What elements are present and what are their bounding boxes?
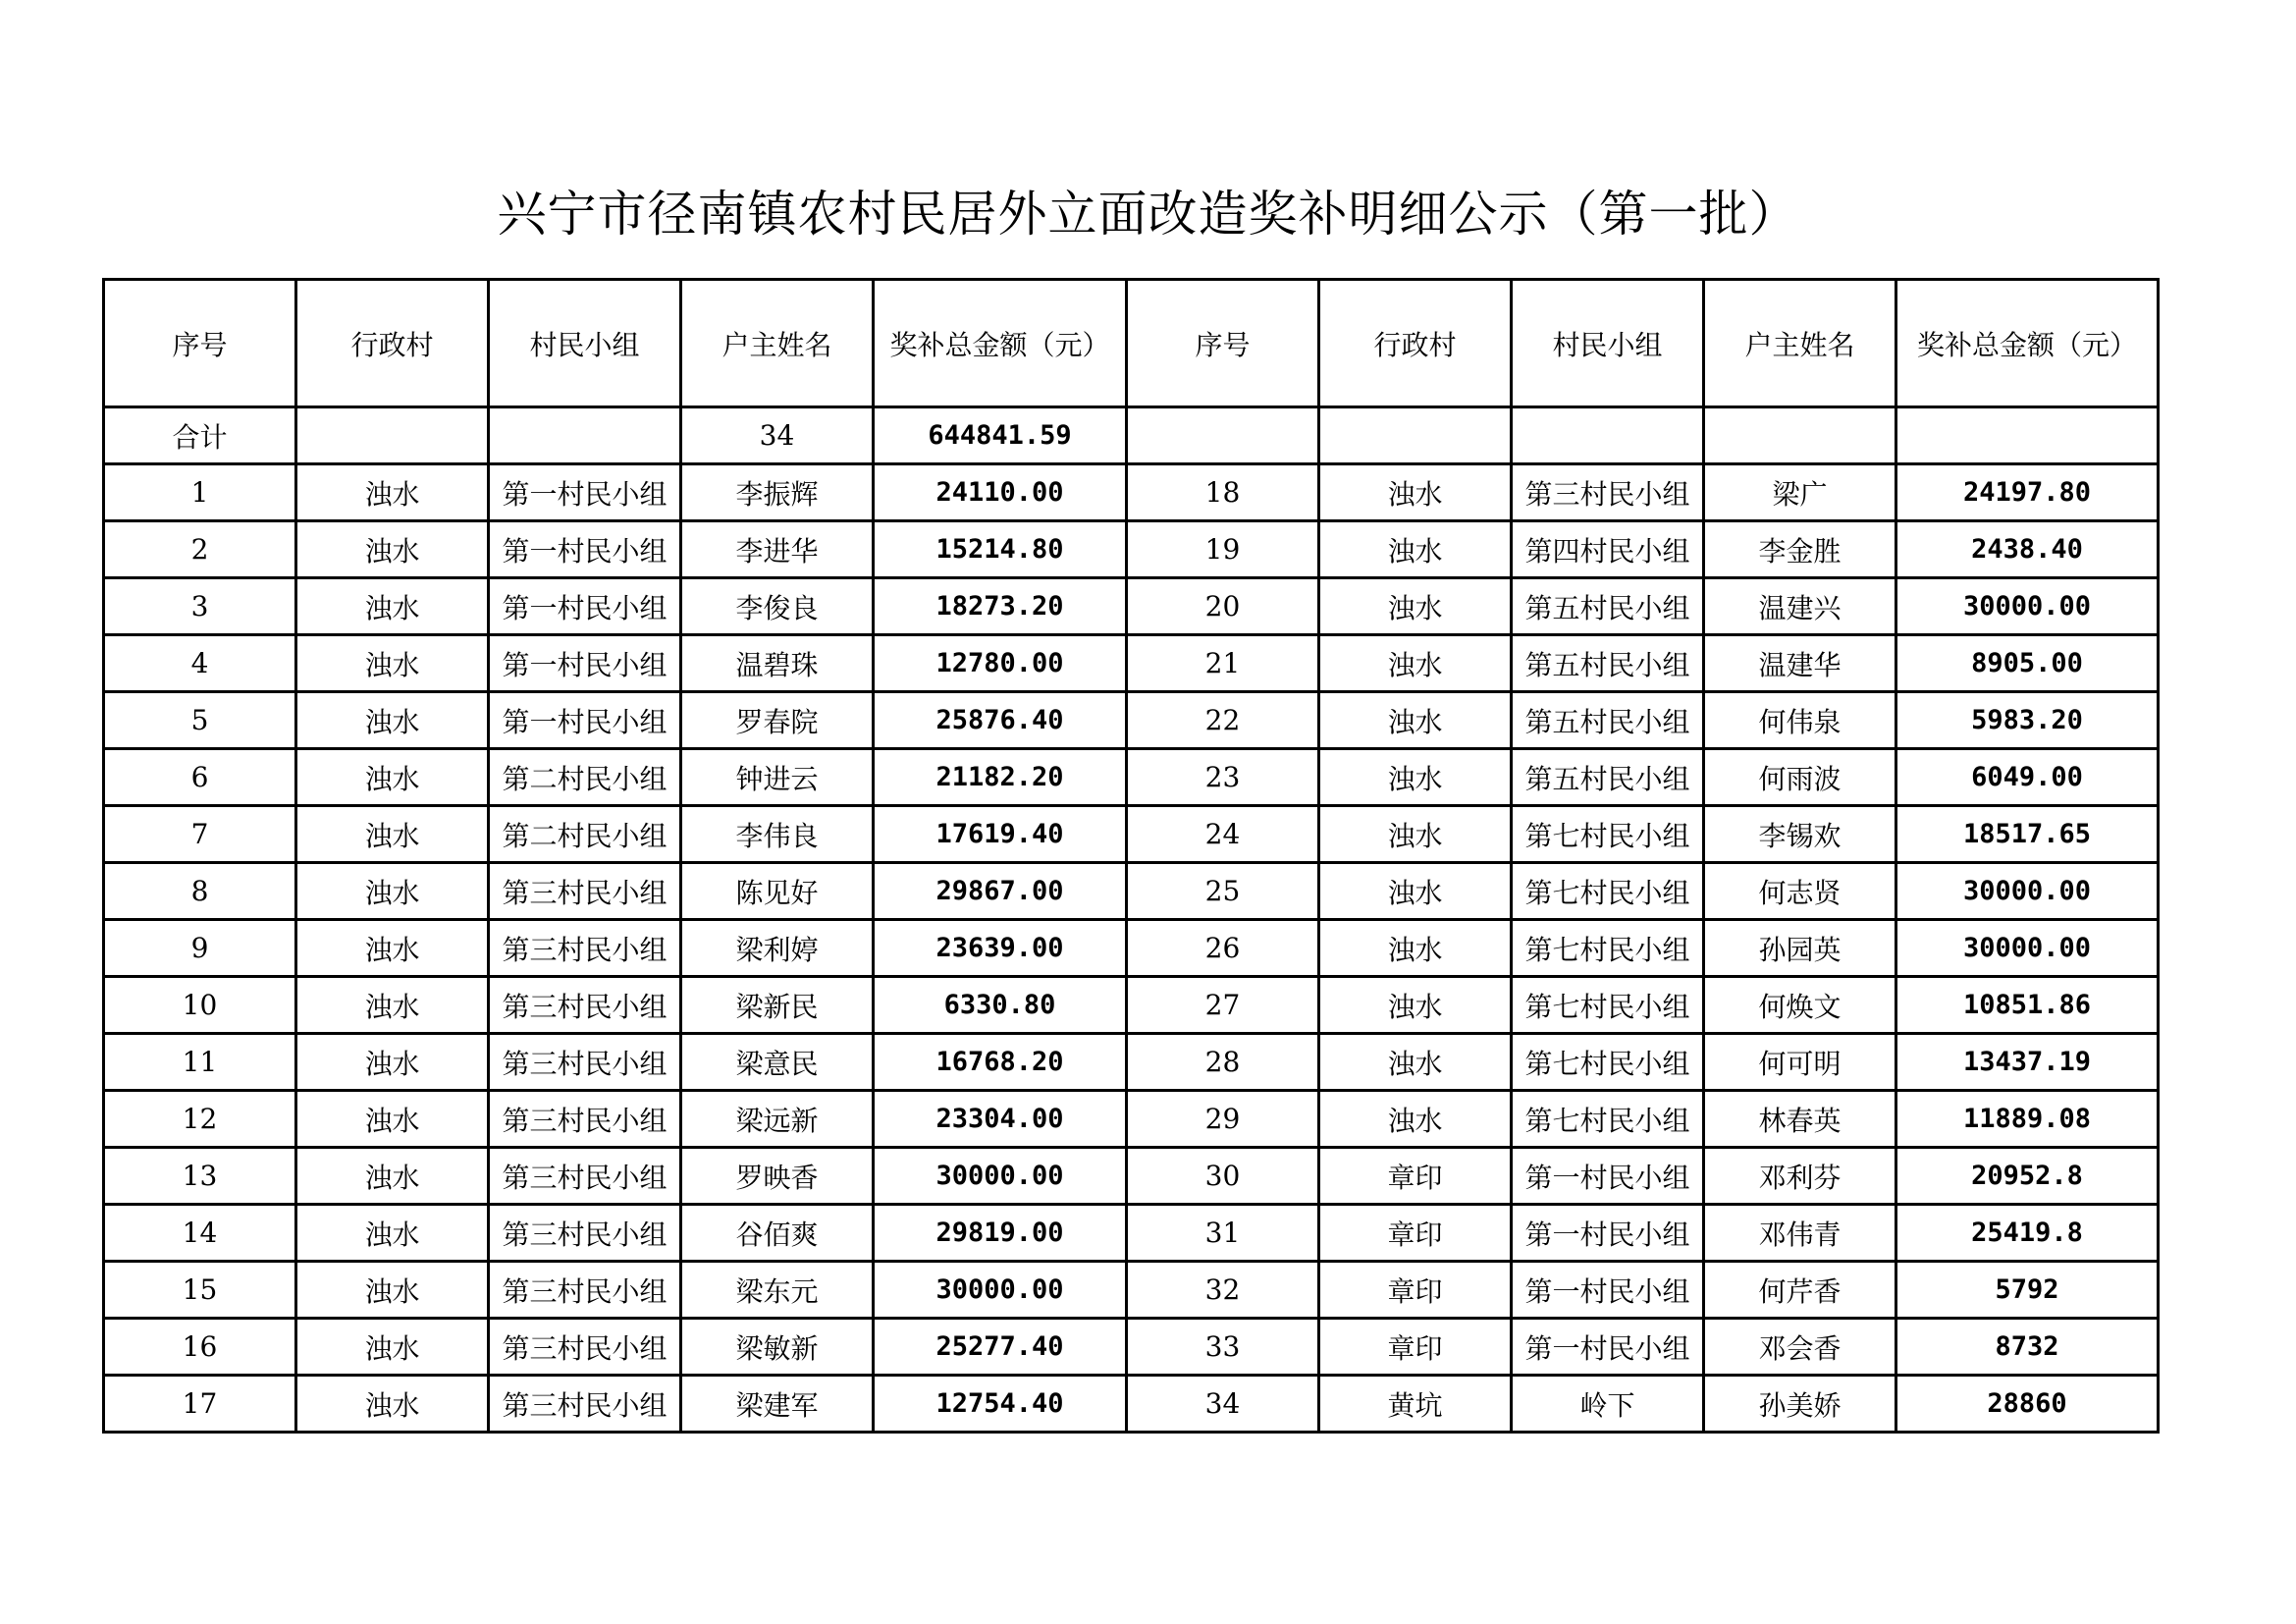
group-cell: 第三村民小组 (489, 920, 681, 977)
amount-cell: 17619.40 (874, 806, 1127, 863)
village-cell: 浊水 (296, 464, 489, 521)
amount-cell: 30000.00 (1896, 863, 2159, 920)
seq-cell: 24 (1127, 806, 1319, 863)
group-cell: 第五村民小组 (1512, 635, 1704, 692)
total-row (104, 407, 2159, 464)
table-row (104, 1148, 2159, 1205)
page-title: 兴宁市径南镇农村民居外立面改造奖补明细公示（第一批） (497, 186, 1799, 243)
householder-cell: 梁利婷 (681, 920, 874, 977)
group-cell: 第三村民小组 (489, 863, 681, 920)
header-cell: 奖补总金额（元） (1896, 280, 2159, 407)
table-row (104, 692, 2159, 749)
amount-cell: 29819.00 (874, 1205, 1127, 1262)
seq-cell: 3 (104, 578, 296, 635)
empty-cell (1319, 407, 1512, 464)
amount-cell: 15214.80 (874, 521, 1127, 578)
table-row (104, 578, 2159, 635)
seq-cell: 22 (1127, 692, 1319, 749)
village-cell: 浊水 (296, 1262, 489, 1319)
amount-cell: 18517.65 (1896, 806, 2159, 863)
seq-cell: 7 (104, 806, 296, 863)
header-cell: 村民小组 (1512, 280, 1704, 407)
village-cell: 浊水 (296, 1319, 489, 1376)
village-cell: 黄坑 (1319, 1376, 1512, 1433)
empty-cell (1704, 407, 1896, 464)
amount-cell: 10851.86 (1896, 977, 2159, 1034)
empty-cell (296, 407, 489, 464)
seq-cell: 30 (1127, 1148, 1319, 1205)
table-row (104, 920, 2159, 977)
group-cell: 第一村民小组 (489, 635, 681, 692)
group-cell: 第三村民小组 (489, 1319, 681, 1376)
header-cell: 序号 (104, 280, 296, 407)
amount-cell: 29867.00 (874, 863, 1127, 920)
village-cell: 浊水 (296, 692, 489, 749)
amount-cell: 13437.19 (1896, 1034, 2159, 1091)
group-cell: 第四村民小组 (1512, 521, 1704, 578)
group-cell: 第七村民小组 (1512, 920, 1704, 977)
group-cell: 第三村民小组 (1512, 464, 1704, 521)
seq-cell: 32 (1127, 1262, 1319, 1319)
seq-cell: 14 (104, 1205, 296, 1262)
amount-cell: 5792 (1896, 1262, 2159, 1319)
village-cell: 浊水 (296, 977, 489, 1034)
seq-cell: 29 (1127, 1091, 1319, 1148)
seq-cell: 1 (104, 464, 296, 521)
total-label: 合计 (104, 407, 296, 464)
village-cell: 浊水 (296, 1148, 489, 1205)
header-cell: 行政村 (1319, 280, 1512, 407)
village-cell: 浊水 (1319, 578, 1512, 635)
subsidy-table (102, 278, 2160, 1434)
amount-cell: 30000.00 (874, 1262, 1127, 1319)
village-cell: 浊水 (1319, 749, 1512, 806)
table-row (104, 977, 2159, 1034)
group-cell: 岭下 (1512, 1376, 1704, 1433)
seq-cell: 21 (1127, 635, 1319, 692)
village-cell: 浊水 (296, 578, 489, 635)
village-cell: 浊水 (296, 920, 489, 977)
householder-cell: 温建华 (1704, 635, 1896, 692)
seq-cell: 9 (104, 920, 296, 977)
amount-cell: 8905.00 (1896, 635, 2159, 692)
village-cell: 浊水 (296, 1091, 489, 1148)
group-cell: 第一村民小组 (1512, 1205, 1704, 1262)
householder-cell: 何芹香 (1704, 1262, 1896, 1319)
seq-cell: 2 (104, 521, 296, 578)
householder-cell: 李俊良 (681, 578, 874, 635)
amount-cell: 23639.00 (874, 920, 1127, 977)
total-count: 34 (681, 407, 874, 464)
village-cell: 浊水 (1319, 1091, 1512, 1148)
householder-cell: 邓伟青 (1704, 1205, 1896, 1262)
householder-cell: 陈见好 (681, 863, 874, 920)
amount-cell: 30000.00 (1896, 578, 2159, 635)
seq-cell: 33 (1127, 1319, 1319, 1376)
householder-cell: 梁东元 (681, 1262, 874, 1319)
amount-cell: 5983.20 (1896, 692, 2159, 749)
village-cell: 浊水 (296, 749, 489, 806)
header-row (104, 280, 2159, 407)
village-cell: 浊水 (1319, 521, 1512, 578)
empty-cell (1896, 407, 2159, 464)
group-cell: 第二村民小组 (489, 806, 681, 863)
table-row (104, 464, 2159, 521)
group-cell: 第一村民小组 (489, 692, 681, 749)
householder-cell: 邓利芬 (1704, 1148, 1896, 1205)
group-cell: 第一村民小组 (489, 464, 681, 521)
group-cell: 第五村民小组 (1512, 578, 1704, 635)
householder-cell: 梁远新 (681, 1091, 874, 1148)
amount-cell: 23304.00 (874, 1091, 1127, 1148)
householder-cell: 梁新民 (681, 977, 874, 1034)
seq-cell: 11 (104, 1034, 296, 1091)
village-cell: 浊水 (1319, 692, 1512, 749)
village-cell: 浊水 (296, 1205, 489, 1262)
empty-cell (1512, 407, 1704, 464)
total-amount: 644841.59 (874, 407, 1127, 464)
header-cell: 序号 (1127, 280, 1319, 407)
header-cell: 户主姓名 (1704, 280, 1896, 407)
seq-cell: 34 (1127, 1376, 1319, 1433)
seq-cell: 4 (104, 635, 296, 692)
householder-cell: 李振辉 (681, 464, 874, 521)
group-cell: 第三村民小组 (489, 1262, 681, 1319)
householder-cell: 罗映香 (681, 1148, 874, 1205)
header-cell: 村民小组 (489, 280, 681, 407)
amount-cell: 25876.40 (874, 692, 1127, 749)
group-cell: 第三村民小组 (489, 1205, 681, 1262)
seq-cell: 18 (1127, 464, 1319, 521)
amount-cell: 12780.00 (874, 635, 1127, 692)
amount-cell: 2438.40 (1896, 521, 2159, 578)
table-row (104, 1205, 2159, 1262)
table-row (104, 521, 2159, 578)
householder-cell: 李进华 (681, 521, 874, 578)
amount-cell: 12754.40 (874, 1376, 1127, 1433)
group-cell: 第五村民小组 (1512, 692, 1704, 749)
village-cell: 浊水 (1319, 1034, 1512, 1091)
group-cell: 第三村民小组 (489, 1376, 681, 1433)
seq-cell: 26 (1127, 920, 1319, 977)
householder-cell: 李锡欢 (1704, 806, 1896, 863)
group-cell: 第七村民小组 (1512, 863, 1704, 920)
group-cell: 第一村民小组 (489, 578, 681, 635)
village-cell: 章印 (1319, 1205, 1512, 1262)
group-cell: 第三村民小组 (489, 1148, 681, 1205)
header-cell: 奖补总金额（元） (874, 280, 1127, 407)
householder-cell: 罗春院 (681, 692, 874, 749)
group-cell: 第三村民小组 (489, 977, 681, 1034)
seq-cell: 23 (1127, 749, 1319, 806)
group-cell: 第七村民小组 (1512, 806, 1704, 863)
seq-cell: 17 (104, 1376, 296, 1433)
group-cell: 第七村民小组 (1512, 1034, 1704, 1091)
amount-cell: 28860 (1896, 1376, 2159, 1433)
table-row (104, 1262, 2159, 1319)
table-row (104, 1091, 2159, 1148)
seq-cell: 27 (1127, 977, 1319, 1034)
village-cell: 章印 (1319, 1148, 1512, 1205)
table-row (104, 749, 2159, 806)
amount-cell: 11889.08 (1896, 1091, 2159, 1148)
village-cell: 章印 (1319, 1262, 1512, 1319)
householder-cell: 邓会香 (1704, 1319, 1896, 1376)
village-cell: 浊水 (296, 1034, 489, 1091)
header-cell: 户主姓名 (681, 280, 874, 407)
village-cell: 浊水 (296, 863, 489, 920)
amount-cell: 24197.80 (1896, 464, 2159, 521)
householder-cell: 孙园英 (1704, 920, 1896, 977)
householder-cell: 李金胜 (1704, 521, 1896, 578)
village-cell: 浊水 (1319, 464, 1512, 521)
householder-cell: 梁广 (1704, 464, 1896, 521)
header-cell: 行政村 (296, 280, 489, 407)
village-cell: 浊水 (296, 1376, 489, 1433)
amount-cell: 21182.20 (874, 749, 1127, 806)
village-cell: 浊水 (1319, 635, 1512, 692)
amount-cell: 25419.8 (1896, 1205, 2159, 1262)
amount-cell: 20952.8 (1896, 1148, 2159, 1205)
seq-cell: 15 (104, 1262, 296, 1319)
seq-cell: 8 (104, 863, 296, 920)
seq-cell: 6 (104, 749, 296, 806)
village-cell: 浊水 (296, 806, 489, 863)
seq-cell: 20 (1127, 578, 1319, 635)
amount-cell: 18273.20 (874, 578, 1127, 635)
group-cell: 第一村民小组 (1512, 1262, 1704, 1319)
table-row (104, 1376, 2159, 1433)
householder-cell: 何志贤 (1704, 863, 1896, 920)
group-cell: 第一村民小组 (489, 521, 681, 578)
householder-cell: 何可明 (1704, 1034, 1896, 1091)
householder-cell: 谷佰爽 (681, 1205, 874, 1262)
amount-cell: 30000.00 (1896, 920, 2159, 977)
village-cell: 浊水 (296, 521, 489, 578)
seq-cell: 13 (104, 1148, 296, 1205)
seq-cell: 5 (104, 692, 296, 749)
village-cell: 浊水 (1319, 920, 1512, 977)
amount-cell: 16768.20 (874, 1034, 1127, 1091)
group-cell: 第七村民小组 (1512, 1091, 1704, 1148)
householder-cell: 钟进云 (681, 749, 874, 806)
village-cell: 浊水 (1319, 977, 1512, 1034)
seq-cell: 28 (1127, 1034, 1319, 1091)
householder-cell: 林春英 (1704, 1091, 1896, 1148)
table-row (104, 1319, 2159, 1376)
seq-cell: 12 (104, 1091, 296, 1148)
group-cell: 第一村民小组 (1512, 1148, 1704, 1205)
householder-cell: 梁意民 (681, 1034, 874, 1091)
seq-cell: 10 (104, 977, 296, 1034)
empty-cell (489, 407, 681, 464)
householder-cell: 温碧珠 (681, 635, 874, 692)
village-cell: 浊水 (296, 635, 489, 692)
householder-cell: 何焕文 (1704, 977, 1896, 1034)
householder-cell: 温建兴 (1704, 578, 1896, 635)
group-cell: 第五村民小组 (1512, 749, 1704, 806)
householder-cell: 何雨波 (1704, 749, 1896, 806)
amount-cell: 24110.00 (874, 464, 1127, 521)
amount-cell: 30000.00 (874, 1148, 1127, 1205)
table-row (104, 806, 2159, 863)
householder-cell: 李伟良 (681, 806, 874, 863)
table-row (104, 635, 2159, 692)
empty-cell (1127, 407, 1319, 464)
householder-cell: 梁敏新 (681, 1319, 874, 1376)
amount-cell: 8732 (1896, 1319, 2159, 1376)
seq-cell: 19 (1127, 521, 1319, 578)
village-cell: 浊水 (1319, 806, 1512, 863)
group-cell: 第三村民小组 (489, 1034, 681, 1091)
seq-cell: 31 (1127, 1205, 1319, 1262)
group-cell: 第七村民小组 (1512, 977, 1704, 1034)
village-cell: 章印 (1319, 1319, 1512, 1376)
table-row (104, 863, 2159, 920)
householder-cell: 何伟泉 (1704, 692, 1896, 749)
amount-cell: 6049.00 (1896, 749, 2159, 806)
group-cell: 第一村民小组 (1512, 1319, 1704, 1376)
group-cell: 第二村民小组 (489, 749, 681, 806)
amount-cell: 6330.80 (874, 977, 1127, 1034)
village-cell: 浊水 (1319, 863, 1512, 920)
group-cell: 第三村民小组 (489, 1091, 681, 1148)
seq-cell: 25 (1127, 863, 1319, 920)
householder-cell: 孙美娇 (1704, 1376, 1896, 1433)
householder-cell: 梁建军 (681, 1376, 874, 1433)
amount-cell: 25277.40 (874, 1319, 1127, 1376)
table-row (104, 1034, 2159, 1091)
seq-cell: 16 (104, 1319, 296, 1376)
